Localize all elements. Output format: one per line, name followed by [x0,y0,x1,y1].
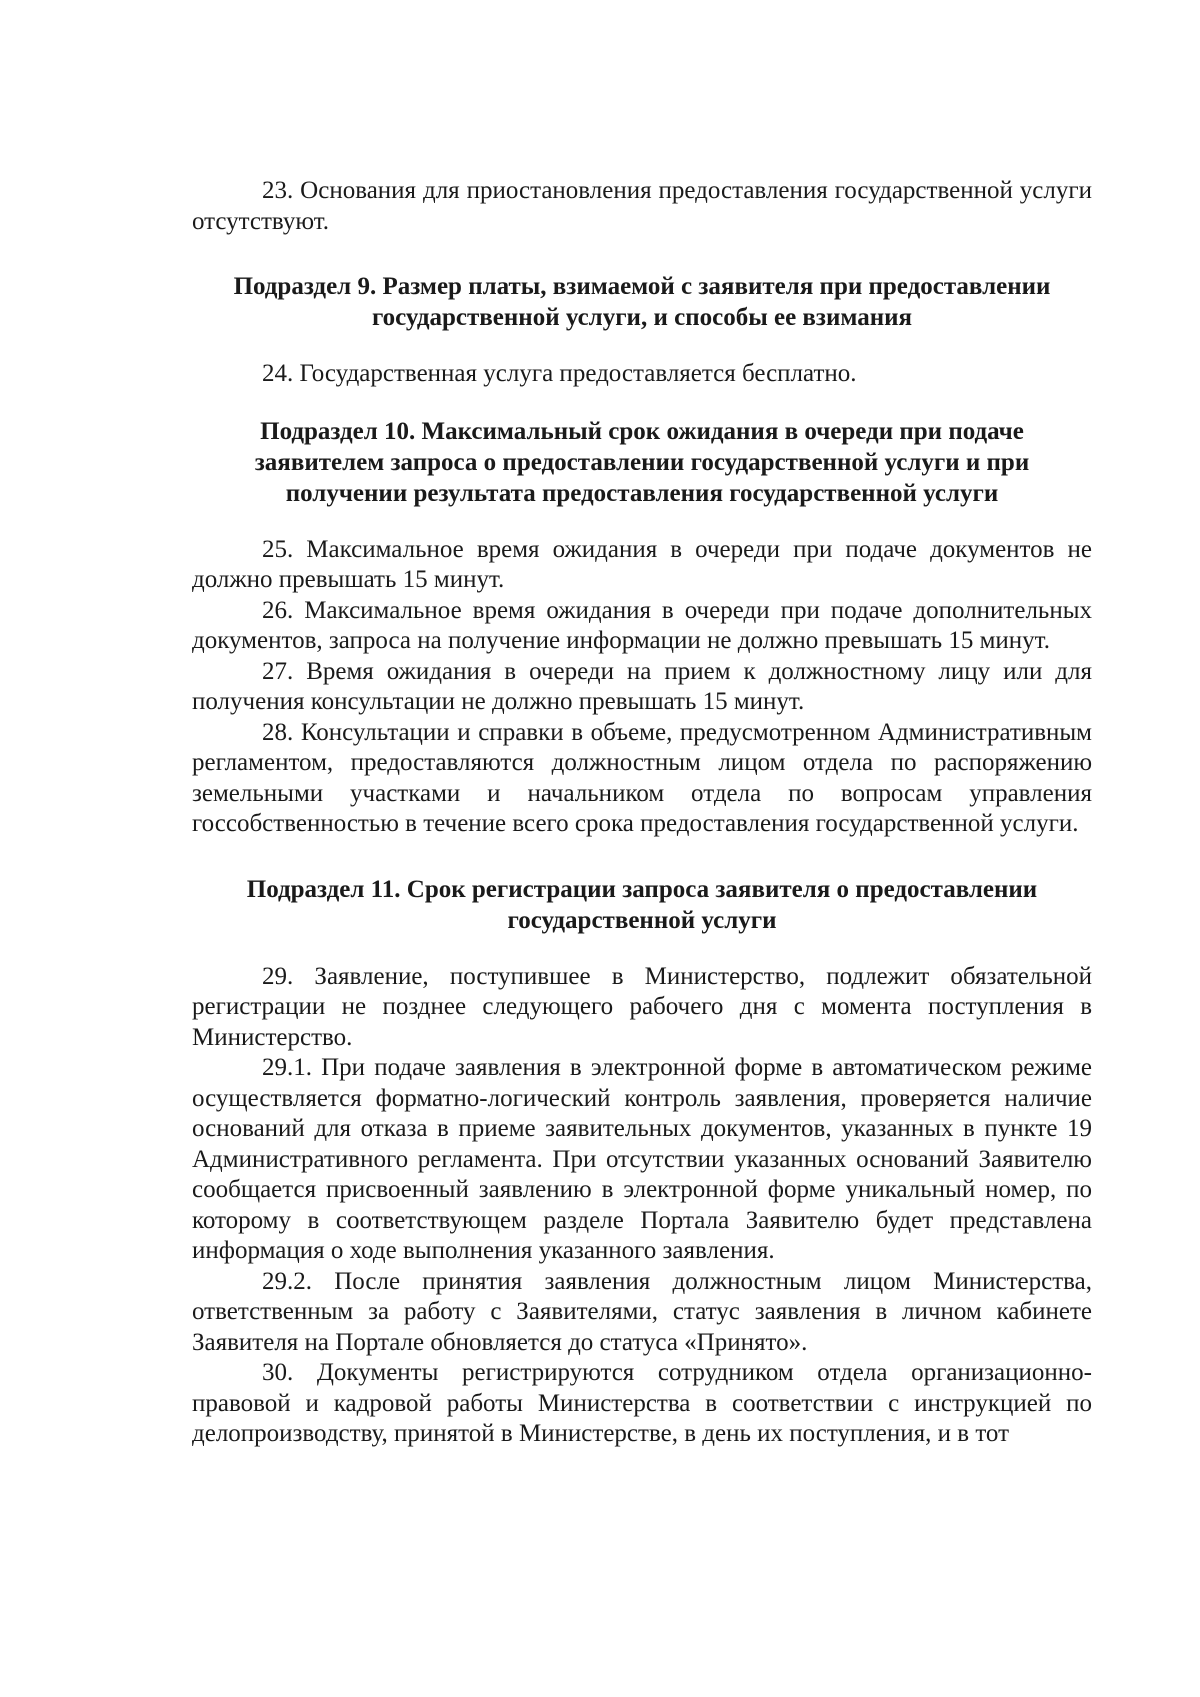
subsection-9-heading [192,271,1092,333]
heading-line: государственной услуги, и способы ее взимания [371,304,913,331]
paragraph-26: 26. Максимальное время ожидания в очереди при подаче дополнительных документов, запроса на получение информации не должно превышать 15 минут. [192,596,1092,654]
heading-line: Подраздел 9. Размер платы, взимаемой с заявителя при предоставлении [233,273,1051,300]
paragraph-24: 24. Государственная услуга предоставляется бесплатно. [262,360,857,387]
paragraph-29: 29. Заявление, поступившее в Министерство, подлежит обязательной регистрации не позднее следующего рабочего дня с момента поступления в Министерство. [192,962,1092,1051]
subsection-11-heading [192,874,1092,936]
paragraph-30: 30. Документы регистрируются сотрудником отдела организационно-правовой и кадровой работы Министерства в соответствии с инструкцией по делопроизводству, принятой в Министерстве, в день их поступления, и в тот [192,1359,1092,1447]
subsection-10-heading [192,416,1092,509]
paragraph-29-1: 29.1. При подаче заявления в электронной форме в автоматическом режиме осуществляется форматно-логический контроль заявления, проверяется наличие оснований для отказа в приеме заявительных документов, указанных в пункте 19 Административного регламента. При отсутствии указанных оснований Заявителю сообщается присвоенный заявлению в электронной форме уникальный номер, по которому в соответствующем разделе Портала Заявителю будет представлена информация о ходе выполнения указанного заявления. [192,1054,1092,1264]
heading-line: заявителем запроса о предоставлении государственной услуги и при [254,448,1030,476]
heading-line: получении результата предоставления государственной услуги [285,479,999,507]
heading-line: Подраздел 10. Максимальный срок ожидания в очереди при подаче [260,417,1024,445]
paragraph-23: 23. Основания для приостановления предоставления государственной услуги отсутствуют. [192,177,1092,235]
paragraph-25: 25. Максимальное время ожидания в очереди при подаче документов не должно превышать 15 минут. [192,535,1092,593]
paragraph-28: 28. Консультации и справки в объеме, предусмотренном Административным регламентом, предоставляются должностным лицом отдела по распоряжению земельными участками и начальником отдела по вопросам управления госсобственностью в течение всего срока предоставления государственной услуги. [192,718,1092,837]
heading-line: Подраздел 11. Срок регистрации запроса заявителя о предоставлении [246,875,1038,903]
document-page [192,176,1092,1450]
paragraph-27: 27. Время ожидания в очереди на прием к должностному лицу или для получения консультации не должно превышать 15 минут. [192,657,1092,715]
paragraph-29-2: 29.2. После принятия заявления должностным лицом Министерства, ответственным за работу с Заявителями, статус заявления в личном кабинете Заявителя на Портале обновляется до статуса «Принято». [192,1267,1092,1356]
heading-line: государственной услуги [507,906,777,934]
